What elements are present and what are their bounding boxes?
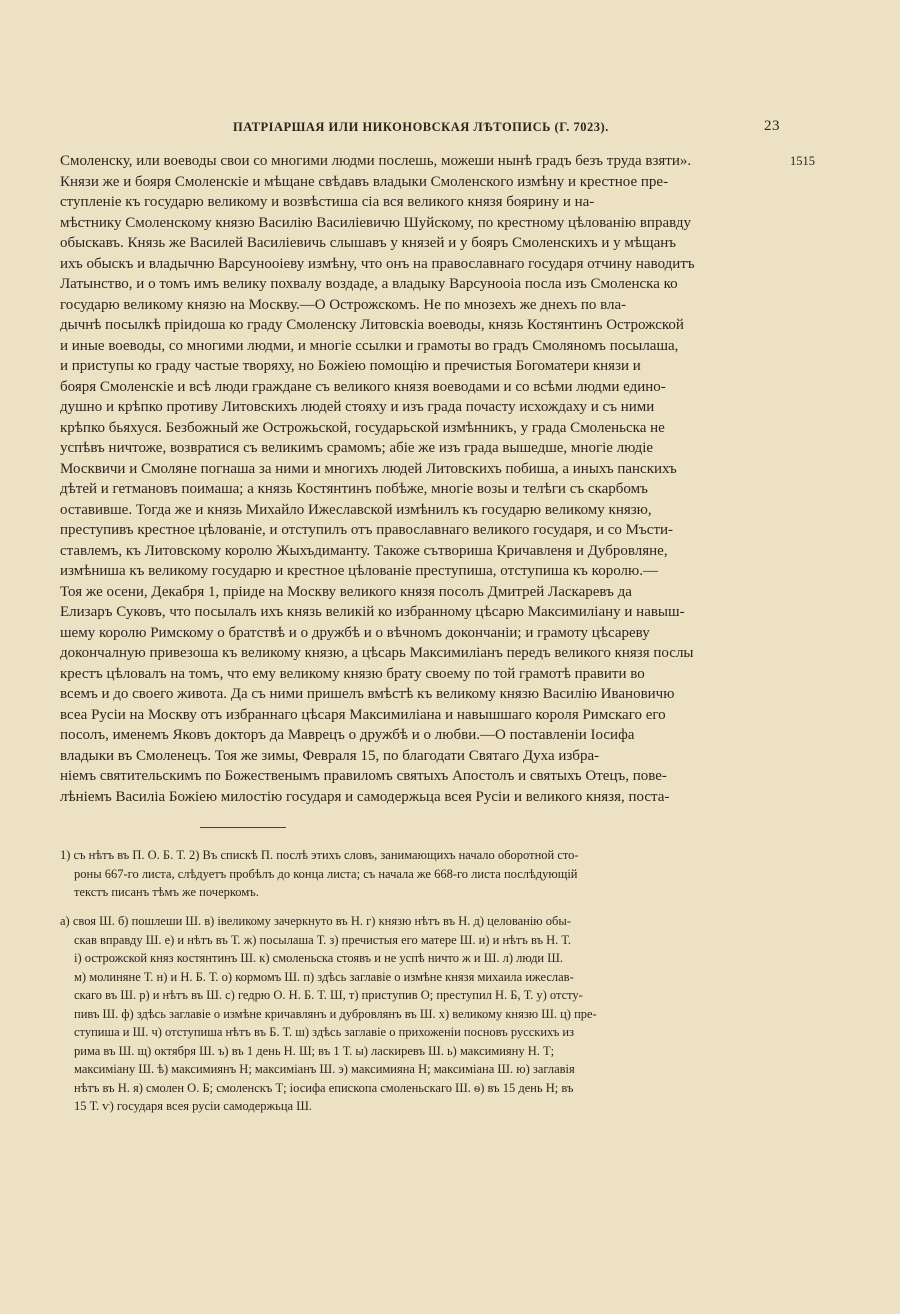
- text-line: всеа Русіи на Москву отъ избраннаго цѣсаря Максимиліана и навышшаго короля Римскаго его: [60, 706, 666, 723]
- text-line: преступивъ крестное цѣлованіе, и отступилъ отъ православнаго великого государя, и со Мъсти-: [60, 522, 674, 538]
- text-line: измѣниша къ великому государю и крестное цѣлованіе преступиша, отступиша къ королю.—: [60, 563, 658, 579]
- text-line: крестъ цѣловалъ на томъ, что ему великому князю брату своему по той грамотѣ правити во: [60, 665, 645, 682]
- footnote-line: 1) съ нѣтъ въ П. О. Б. Т. 2) Въ спискѣ П. послѣ этихъ словъ, занимающихъ начало оборотной сто-: [60, 848, 579, 862]
- text-line: бояря Смоленскіе и всѣ люди граждане съ великого князя воеводами и со всѣми людми едино-: [60, 378, 666, 395]
- text-line: ніемъ святительскимъ по Божественымъ правиломъ святыхъ Апостолъ и святыхъ Отецъ, пове-: [60, 768, 667, 784]
- footnote-line: роны 667-го листа, слѣдуетъ пробѣлъ до конца листа; съ начала же 668-го листа послѣдующій: [74, 866, 578, 881]
- footnote-line: м) молиняне Т. н) и Н. Б. Т. о) кормомъ Ш. п) здѣсь заглавіе о измѣне князя михаила ижеслав-: [74, 969, 574, 984]
- text-line: Москвичи и Смоляне погнаша за ними и многихъ людей Литовскихъ побиша, а иныхъ панскихъ: [60, 460, 677, 477]
- footnote-line: скаго въ Ш. р) и нѣтъ въ Ш. с) гедрю О. Н. Б. Т. Ш, т) приступив О; преступил Н. Б, Т. у) отсту-: [74, 988, 583, 1002]
- text-line: дѣтей и гетмановъ поимаша; а князь Костянтинъ побѣже, многіе возы и телѣги съ скарбомъ: [60, 481, 648, 497]
- footnote-line: рима въ Ш. щ) октября Ш. ъ) въ 1 день Н. Ш; въ 1 Т. ы) ласкиревъ Ш. ь) максимияну Н. Т;: [74, 1043, 555, 1058]
- margin-year: 1515: [790, 154, 815, 168]
- footnote-divider: [200, 827, 286, 828]
- numbered-footnotes: [60, 846, 780, 902]
- main-text: [60, 151, 780, 807]
- footnote-line: і) острожской княз костянтинъ Ш. к) смоленьска стоявъ и не успѣ ничто ж и Ш. л) люди Ш.: [74, 951, 563, 965]
- text-line: дычнѣ посылкѣ пріидоша ко граду Смоленску Литовскіа воеводы, князь Костянтинъ Острожской: [60, 317, 684, 333]
- footnote-line: нѣтъ въ Н. я) смолен О. Б; смоленскъ Т; іосифа епископа смоленьскаго Ш. ѳ) въ 15 день Н; въ: [74, 1080, 574, 1095]
- text-line: и иные воеводы, со многими людми, и многіе ссылки и грамоты во градъ Смоляномъ посылаша,: [60, 337, 679, 354]
- footnote-line: ступиша и Ш. ч) отступиша нѣтъ въ Б. Т. ш) здѣсь заглавіе о прихоженіи посновъ русскихъ из: [74, 1025, 575, 1039]
- text-line: успѣвъ ничтоже, возвратися съ великимъ срамомъ; абіе же изъ града вышедше, многіе людіе: [60, 440, 654, 456]
- text-line: государю великому князю на Москву.—О Острожскомъ. Не по мнозехъ же днехъ по вла-: [60, 296, 627, 313]
- text-line: ступленіе къ государю великому и возвѣстиша сіа вся великого князя боярину и на-: [60, 194, 595, 210]
- text-line: душно и крѣпко противу Литовскихъ людей стояху и изъ града почасту исхождаху и съ ними: [60, 399, 655, 415]
- text-line: и приступы ко граду частые творяху, но Божіею помощію и пречистыя Богоматери князи и: [60, 358, 641, 374]
- text-line: мѣстнику Смоленскому князю Василію Василіевичю Шуйскому, по крестному цѣлованію вправду: [60, 214, 691, 231]
- footnote-line: максиміану Ш. ѣ) максимиянъ Н; максиміанъ Ш. э) максимияна Н; максиміана Ш. ю) заглавія: [74, 1062, 575, 1076]
- text-line: крѣпко бьяхуся. Безбожный же Острожьской, государьской измѣнникъ, у града Смоленьска не: [60, 419, 665, 436]
- footnote-line: а) своя Ш. б) пошлеши Ш. в) івеликому зачеркнуто въ Н. г) князю нѣтъ въ Н. д) целованію обы-: [60, 914, 571, 928]
- footnote-line: текстъ писанъ тѣмъ же почеркомъ.: [74, 885, 259, 899]
- text-line: посолъ, именемъ Яковъ докторъ да Маврецъ о дружбѣ и о любви.—О поставленіи Іосифа: [60, 727, 635, 743]
- text-line: оставивше. Тогда же и князь Михайло Ижеславской измѣнилъ къ государю великому князю,: [60, 501, 652, 518]
- text-line: Елизаръ Суковъ, что посылалъ ихъ князь великій ко избранному цѣсарю Максимиліану и навыш-: [60, 604, 685, 620]
- footnote-line: 15 Т. ѵ) государя всея русіи самодержьца Ш.: [74, 1099, 312, 1113]
- page-number: 23: [764, 118, 780, 134]
- text-line: ставлемъ, къ Литовскому королю Жыхъдиманту. Такоже сътвориша Кричавленя и Дубровляне,: [60, 542, 668, 559]
- text-line: Князи же и бояря Смоленскіе и мѣщане свѣдавъ владыки Смоленского измѣну и крестное пре-: [60, 173, 669, 190]
- text-line: шему королю Римскому о братствѣ и о дружбѣ и о вѣчномъ докончаніи; и грамоту цѣсареву: [60, 624, 650, 641]
- text-line: Тоя же осени, Декабря 1, пріиде на Москву великого князя посолъ Дмитрей Ласкаревъ да: [60, 583, 632, 600]
- text-line: Смоленску, или воеводы свои со многими людми послешь, можеши нынѣ градъ безъ труда взяти».: [60, 153, 692, 169]
- text-line: докончалную привезоша къ великому князю, а цѣсарь Максимиліанъ передъ великого князя послы: [60, 645, 694, 661]
- text-line: Латынство, и о томъ имъ велику похвалу воздаде, а владыку Варсунооіа посла изъ Смоленска ко: [60, 276, 678, 292]
- lettered-footnotes: [60, 912, 780, 1116]
- text-line: ихъ обыскъ и владычню Варсунооіеву измѣну, что онъ на православнаго государя отчину наводитъ: [60, 255, 695, 272]
- text-line: обыскавъ. Князь же Василей Василіевичь слышавъ у князей и у бояръ Смоленскихъ и у мѣщанъ: [60, 235, 677, 251]
- page-title: ПАТРІАРШАЯ ИЛИ НИКОНОВСКАЯ ЛѢТОПИСЬ (Г. 7023).: [233, 120, 609, 134]
- footnote-line: скав вправду Ш. е) и нѣтъ въ Т. ж) посылаша Т. з) пречистыя его матере Ш. и) и нѣтъ въ Н. Т.: [74, 932, 571, 947]
- footnote-line: пивъ Ш. ф) здѣсь заглавіе о измѣне кричавлянъ и дубровлянъ въ Ш. х) великому князю Ш. ц) пре-: [74, 1006, 597, 1021]
- text-line: всемъ и до своего живота. Да съ ними пришелъ вмѣстѣ къ великому князю Василію Ивановичю: [60, 686, 675, 702]
- text-line: лѣніемъ Василіа Божіею милостію государя и самодержьца всея Русіи и великого князя, поста-: [60, 788, 670, 805]
- text-line: владыки въ Смоленецъ. Тоя же зимы, Февраля 15, по благодати Святаго Духа избра-: [60, 747, 600, 764]
